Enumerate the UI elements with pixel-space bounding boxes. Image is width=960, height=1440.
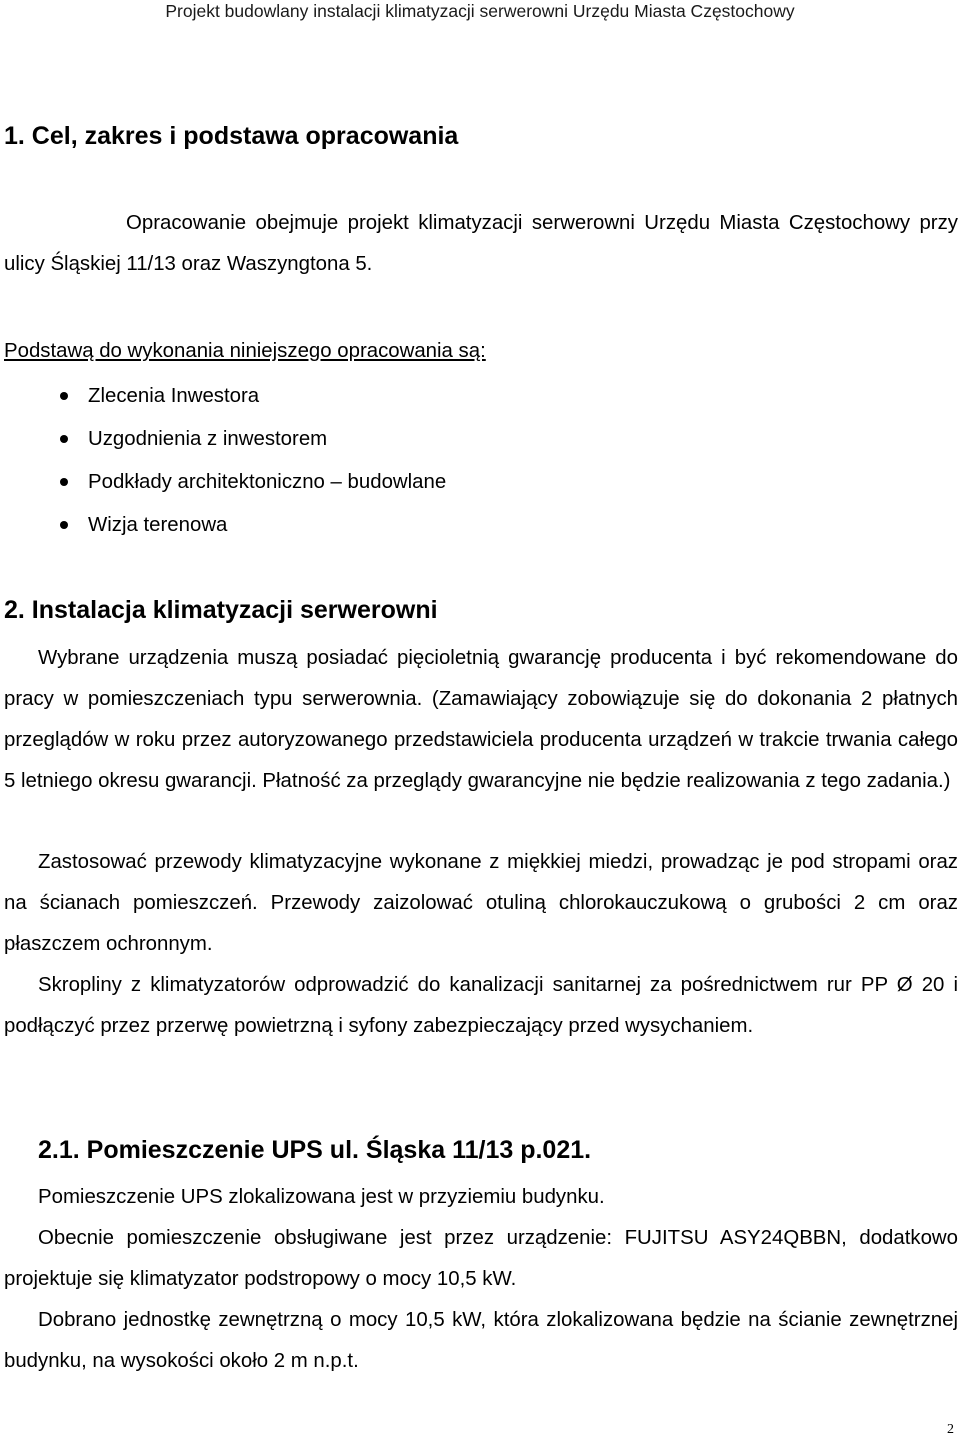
section-1-intro: Opracowanie obejmuje projekt klimatyzacji serwerowni Urzędu Miasta Częstochowy przy ulicy Śląskiej 11/13 oraz Waszyngtona 5. <box>4 212 958 275</box>
list-item-text: Uzgodnienia z inwestorem <box>88 428 328 450</box>
section-2-paragraph-3: Skropliny z klimatyzatorów odprowadzić do kanalizacji sanitarnej za pośrednictwem rur PP Ø 20 i podłączyć przez przerwę powietrzną i syfony zabezpieczający przed wysychaniem. <box>4 974 958 1037</box>
basis-list <box>60 375 446 547</box>
bullet-icon <box>60 478 68 486</box>
section-2-1-paragraph-3: Dobrano jednostkę zewnętrzną o mocy 10,5 kW, która zlokalizowana będzie na ścianie zewnętrznej budynku, na wysokości około 2 m n.p.t. <box>4 1309 958 1372</box>
bullet-icon <box>60 392 68 400</box>
list-item <box>60 504 446 547</box>
list-item-text: Zlecenia Inwestora <box>88 385 260 407</box>
section-2-1-heading: 2.1. Pomieszczenie UPS ul. Śląska 11/13 p.021. <box>38 1136 592 1164</box>
section-2-1-paragraph-1: Pomieszczenie UPS zlokalizowana jest w przyziemiu budynku. <box>38 1186 605 1208</box>
bullet-icon <box>60 521 68 529</box>
section-2-1-paragraph-2: Obecnie pomieszczenie obsługiwane jest przez urządzenie: FUJITSU ASY24QBBN, dodatkowo projektuje się klimatyzator podstropowy o mocy 10,5 kW. <box>4 1227 958 1290</box>
section-2-paragraph-2: Zastosować przewody klimatyzacyjne wykonane z miękkiej miedzi, prowadząc je pod stropami oraz na ścianach pomieszczeń. Przewody zaizolować otuliną chlorokauczukową o grubości 2 cm oraz płaszczem ochronnym. <box>4 851 958 955</box>
page-header: Projekt budowlany instalacji klimatyzacji serwerowni Urzędu Miasta Częstochowy <box>165 1 795 21</box>
list-item-text: Podkłady architektoniczno – budowlane <box>88 471 447 493</box>
list-item <box>60 375 446 418</box>
basis-label: Podstawą do wykonania niniejszego opracowania są: <box>4 340 486 362</box>
list-item-text: Wizja terenowa <box>88 514 228 536</box>
section-1-heading: 1. Cel, zakres i podstawa opracowania <box>4 122 459 150</box>
basis-label-container <box>4 331 958 372</box>
section-2-heading: 2. Instalacja klimatyzacji serwerowni <box>4 596 438 624</box>
bullet-icon <box>60 435 68 443</box>
section-2-paragraph-1: Wybrane urządzenia muszą posiadać pięcioletnią gwarancję producenta i być rekomendowane do pracy w pomieszczeniach typu serwerownia. (Zamawiający zobowiązuje się do dokonania 2 płatnych przeglądów w roku przez autoryzowanego przedstawiciela producenta urządzeń w trakcie trwania całego 5 letniego okresu gwarancji. Płatność za przeglądy gwarancyjne nie będzie realizowania z tego zadania.) <box>4 647 958 792</box>
list-item <box>60 418 446 461</box>
list-item <box>60 461 446 504</box>
page-number: 2 <box>947 1422 954 1437</box>
